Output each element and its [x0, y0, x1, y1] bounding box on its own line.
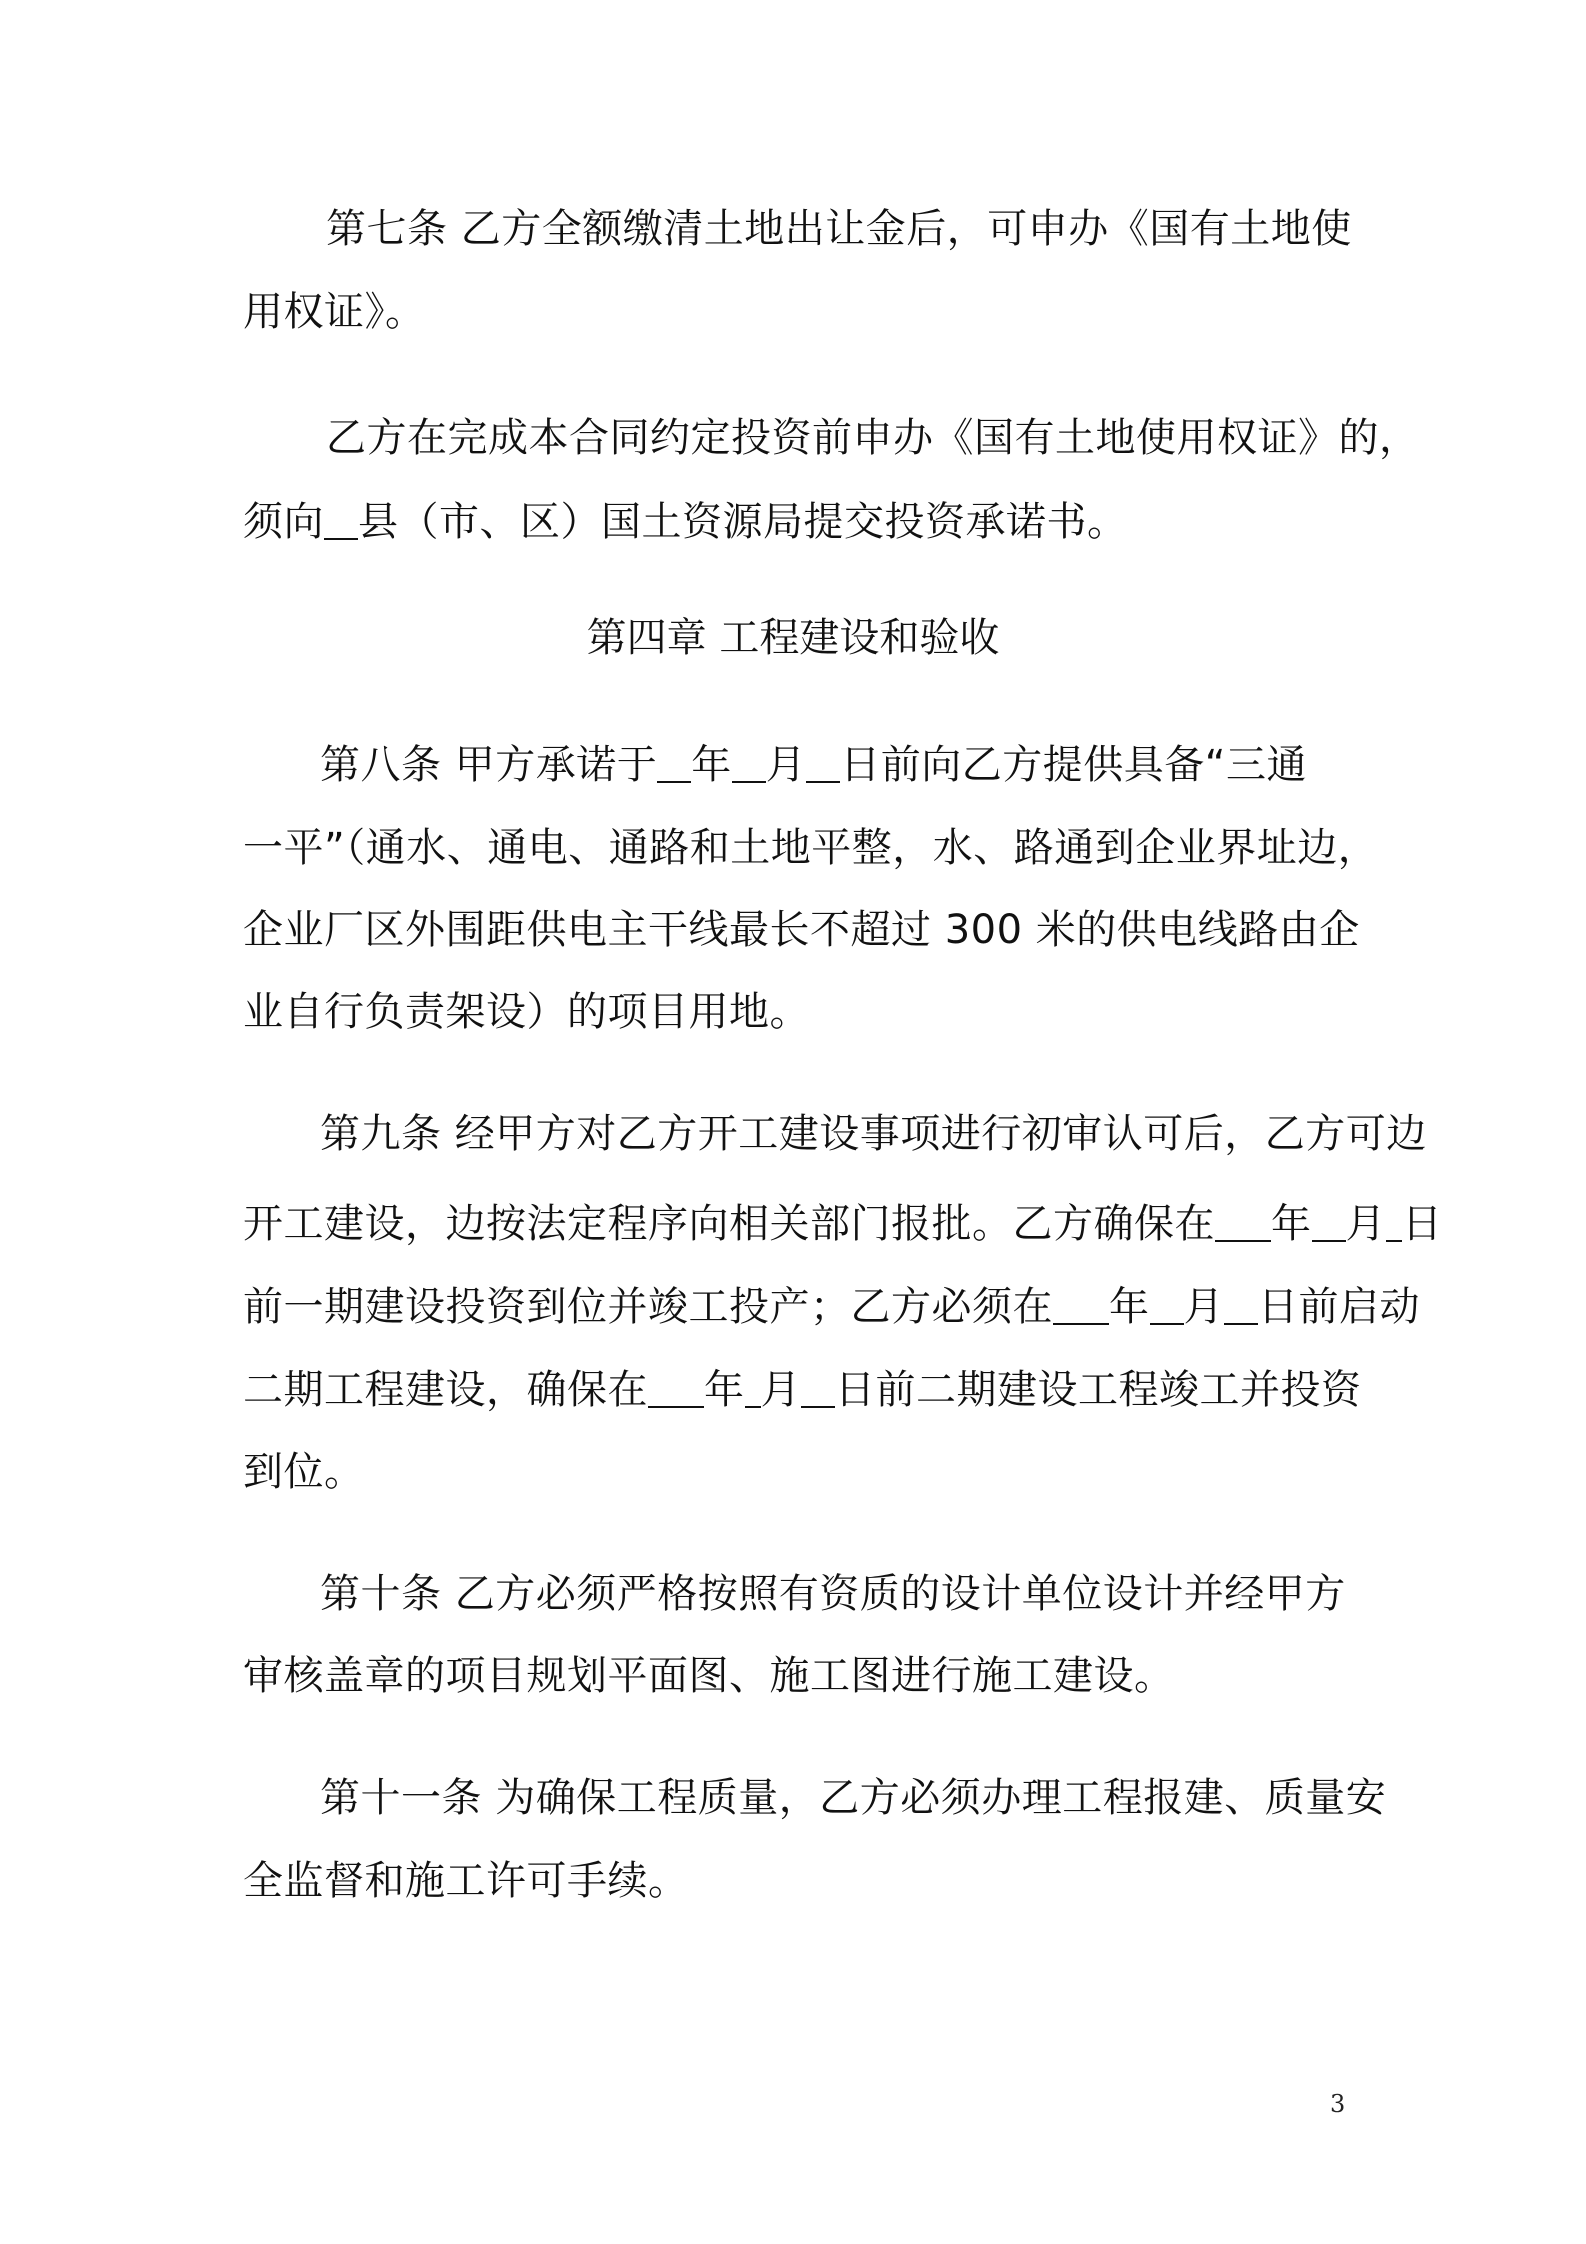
article-7-line-1: 第七条 乙方全额缴清土地出让金后，可申办《国有土地使 — [326, 206, 1352, 252]
article-9-line-2: 开工建设，边按法定程序向相关部门报批。乙方确保在 年 月 日 — [0, 1196, 1586, 1256]
chapter-4-heading: 第四章 工程建设和验收 — [586, 615, 1000, 661]
article-10-line-1: 第十条 乙方必须严格按照有资质的设计单位设计并经甲方 — [320, 1571, 1346, 1617]
article-9-line-5: 到位。 — [243, 1449, 365, 1495]
blank-month — [1150, 1279, 1184, 1325]
blank-year — [657, 737, 691, 783]
blank-month — [1312, 1196, 1346, 1242]
blank-day — [801, 1362, 835, 1408]
article-11-line-1: 第十一条 为确保工程质量，乙方必须办理工程报建、质量安 — [320, 1775, 1387, 1821]
blank-day — [806, 737, 840, 783]
article-9-line-4: 二期工程建设，确保在 年 月 日前二期建设工程竣工并投资 — [0, 1362, 1586, 1422]
blank-month — [732, 737, 766, 783]
article-7-line-2: 用权证》。 — [243, 289, 426, 335]
article-7-paragraph-2-line-2: 须向 县（市、区）国土资源局提交投资承诺书。 — [0, 494, 1586, 554]
blank-day — [1386, 1196, 1402, 1242]
blank-year — [1053, 1279, 1109, 1325]
article-8-line-1: 第八条 甲方承诺于 年 月 日前向乙方提供具备“三通 — [0, 737, 1586, 797]
page-number: 3 — [1330, 2090, 1346, 2118]
article-11-line-2: 全监督和施工许可手续。 — [243, 1858, 689, 1904]
article-10-line-2: 审核盖章的项目规划平面图、施工图进行施工建设。 — [243, 1653, 1175, 1699]
article-8-line-2: 一平”（通水、通电、通路和土地平整，水、路通到企业界址边， — [243, 825, 1379, 871]
article-7-paragraph-2-line-1: 乙方在完成本合同约定投资前申办《国有土地使用权证》的， — [326, 415, 1420, 461]
blank-day — [1224, 1279, 1258, 1325]
article-8-line-4: 业自行负责架设）的项目用地。 — [243, 989, 810, 1035]
blank-county — [324, 494, 358, 540]
article-9-line-3: 前一期建设投资到位并竣工投产；乙方必须在 年 月 日前启动 — [0, 1279, 1586, 1339]
article-9-line-1: 第九条 经甲方对乙方开工建设事项进行初审认可后，乙方可边 — [320, 1111, 1427, 1157]
blank-year — [648, 1362, 704, 1408]
article-8-line-3: 企业厂区外围距供电主干线最长不超过 300 米的供电线路由企 — [243, 907, 1360, 953]
blank-month — [745, 1362, 761, 1408]
blank-year — [1215, 1196, 1271, 1242]
